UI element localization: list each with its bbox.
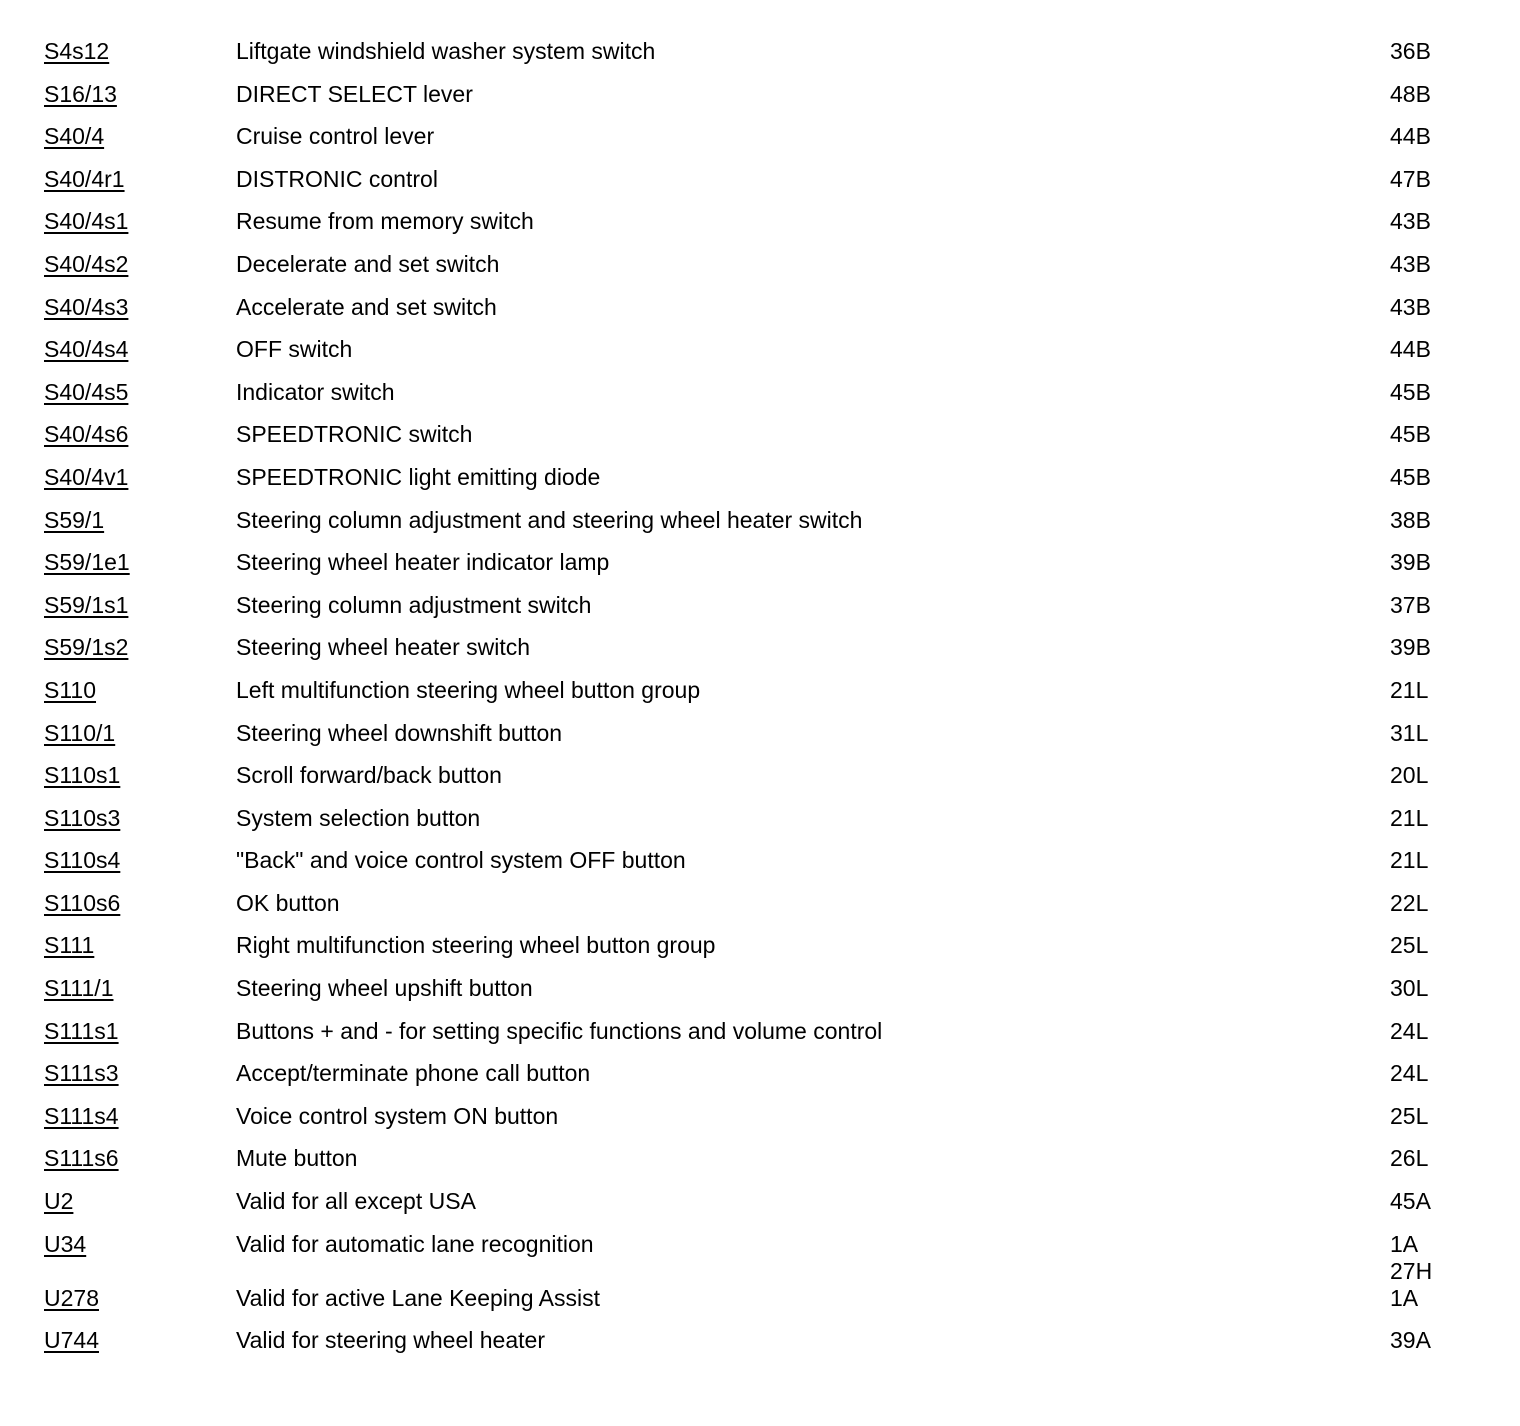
- legend-row: [0, 208, 1520, 251]
- component-code-link[interactable]: S110/1: [44, 719, 116, 746]
- component-code-cell: [0, 123, 236, 150]
- grid-reference: 48B: [1390, 80, 1431, 107]
- component-description: Valid for automatic lane recognition: [236, 1230, 594, 1257]
- component-description: "Back" and voice control system OFF button: [236, 847, 686, 874]
- legend-row: [0, 1145, 1520, 1188]
- component-code-link[interactable]: S40/4r1: [44, 165, 125, 192]
- legend-row: [0, 975, 1520, 1018]
- component-description: OFF switch: [236, 336, 353, 363]
- component-code-cell: [0, 81, 236, 108]
- grid-reference: 25L: [1390, 1102, 1429, 1129]
- legend-row: [0, 1327, 1520, 1370]
- component-code-link[interactable]: S59/1e1: [44, 549, 130, 576]
- component-code-cell: [0, 549, 236, 576]
- legend-row: [0, 81, 1520, 124]
- component-code-cell: [0, 1327, 236, 1354]
- legend-row: [0, 1285, 1520, 1328]
- component-code-cell: [0, 251, 236, 278]
- component-description: DIRECT SELECT lever: [236, 80, 473, 107]
- component-code-link[interactable]: S110s6: [44, 889, 121, 916]
- grid-reference: 24L: [1390, 1060, 1429, 1087]
- grid-reference: 30L: [1390, 975, 1429, 1002]
- grid-reference: 45A: [1390, 1188, 1431, 1215]
- grid-reference: 43B: [1390, 293, 1431, 320]
- component-code-cell: [0, 1145, 236, 1172]
- component-code-link[interactable]: U744: [44, 1327, 99, 1354]
- grid-reference: 21L: [1390, 847, 1429, 874]
- component-code-link[interactable]: S59/1s1: [44, 591, 129, 618]
- component-description: Mute button: [236, 1145, 358, 1172]
- grid-reference: 22L: [1390, 889, 1429, 916]
- component-description: Left multifunction steering wheel button group: [236, 676, 701, 703]
- component-code-link[interactable]: S40/4s2: [44, 250, 129, 277]
- component-code-cell: [0, 38, 236, 65]
- component-code-link[interactable]: U2: [44, 1188, 74, 1215]
- component-code-cell: [0, 464, 236, 491]
- component-code-cell: [0, 975, 236, 1002]
- legend-row: [0, 549, 1520, 592]
- component-code-link[interactable]: S40/4s1: [44, 208, 129, 235]
- component-code-link[interactable]: U34: [44, 1230, 87, 1257]
- component-description: Valid for all except USA: [236, 1188, 476, 1215]
- component-code-link[interactable]: U278: [44, 1284, 99, 1311]
- component-description: Valid for steering wheel heater: [236, 1327, 545, 1354]
- legend-row: [0, 1231, 1520, 1285]
- component-description: Steering wheel heater indicator lamp: [236, 549, 610, 576]
- component-code-cell: [0, 1231, 236, 1258]
- grid-reference: 45B: [1390, 421, 1431, 448]
- legend-row: [0, 464, 1520, 507]
- grid-reference: 1A 27H: [1390, 1230, 1433, 1284]
- legend-row: [0, 1018, 1520, 1061]
- component-code-link[interactable]: S110s3: [44, 804, 121, 831]
- legend-row: [0, 1060, 1520, 1103]
- component-code-link[interactable]: S111s1: [44, 1017, 119, 1044]
- component-description: Accelerate and set switch: [236, 293, 497, 320]
- grid-reference: 39B: [1390, 634, 1431, 661]
- legend-row: [0, 1103, 1520, 1146]
- component-description: Scroll forward/back button: [236, 762, 502, 789]
- component-code-cell: [0, 932, 236, 959]
- grid-reference: 20L: [1390, 762, 1429, 789]
- component-description: Right multifunction steering wheel button group: [236, 932, 716, 959]
- legend-row: [0, 123, 1520, 166]
- grid-reference: 39B: [1390, 549, 1431, 576]
- component-code-cell: [0, 762, 236, 789]
- legend-row: [0, 762, 1520, 805]
- component-description: Resume from memory switch: [236, 208, 534, 235]
- component-code-cell: [0, 847, 236, 874]
- component-code-cell: [0, 677, 236, 704]
- legend-row: [0, 1188, 1520, 1231]
- component-code-cell: [0, 1103, 236, 1130]
- grid-reference: 21L: [1390, 804, 1429, 831]
- component-code-link[interactable]: S40/4s3: [44, 293, 129, 320]
- legend-row: [0, 251, 1520, 294]
- component-code-link[interactable]: S110: [44, 676, 97, 703]
- component-code-cell: [0, 592, 236, 619]
- component-code-cell: [0, 421, 236, 448]
- legend-row: [0, 421, 1520, 464]
- grid-reference: 43B: [1390, 250, 1431, 277]
- component-code-cell: [0, 805, 236, 832]
- grid-reference: 36B: [1390, 38, 1431, 64]
- component-description: Steering wheel heater switch: [236, 634, 531, 661]
- legend-row: [0, 720, 1520, 763]
- component-code-cell: [0, 1060, 236, 1087]
- component-description: Accept/terminate phone call button: [236, 1060, 591, 1087]
- component-description: Valid for active Lane Keeping Assist: [236, 1284, 600, 1311]
- component-code-link[interactable]: S40/4s6: [44, 421, 129, 448]
- component-code-link[interactable]: S111: [44, 932, 95, 959]
- component-description: Decelerate and set switch: [236, 250, 500, 277]
- component-description: Buttons + and - for setting specific functions and volume control: [236, 1017, 883, 1044]
- legend-row: [0, 38, 1520, 81]
- component-description: Steering column adjustment switch: [236, 591, 592, 618]
- component-description: Liftgate windshield washer system switch: [236, 38, 656, 64]
- component-code-cell: [0, 208, 236, 235]
- grid-reference: 47B: [1390, 165, 1431, 192]
- legend-row: [0, 507, 1520, 550]
- component-code-link[interactable]: S59/1: [44, 506, 105, 533]
- legend-row: [0, 677, 1520, 720]
- grid-reference: 31L: [1390, 719, 1429, 746]
- legend-row: [0, 634, 1520, 677]
- component-code-link[interactable]: S110s4: [44, 847, 121, 874]
- grid-reference: 39A: [1390, 1327, 1431, 1354]
- component-code-link[interactable]: S16/13: [44, 80, 117, 107]
- grid-reference: 25L: [1390, 932, 1429, 959]
- component-legend-table: [0, 38, 1520, 1370]
- grid-reference: 26L: [1390, 1145, 1429, 1172]
- component-code-cell: [0, 294, 236, 321]
- component-description: SPEEDTRONIC switch: [236, 421, 473, 448]
- component-code-cell: [0, 890, 236, 917]
- component-code-link[interactable]: S40/4s4: [44, 336, 129, 363]
- component-description: Steering wheel downshift button: [236, 719, 563, 746]
- component-code-cell: [0, 720, 236, 747]
- component-code-link[interactable]: S110s1: [44, 762, 121, 789]
- grid-reference: 21L: [1390, 676, 1429, 703]
- component-description: System selection button: [236, 804, 481, 831]
- component-code-cell: [0, 507, 236, 534]
- legend-row: [0, 932, 1520, 975]
- component-code-cell: [0, 1018, 236, 1045]
- component-code-link[interactable]: S111s6: [44, 1145, 119, 1172]
- grid-reference: 45B: [1390, 463, 1431, 490]
- component-description: Steering wheel upshift button: [236, 975, 533, 1002]
- component-code-link[interactable]: S40/4v1: [44, 463, 129, 490]
- grid-reference: 38B: [1390, 506, 1431, 533]
- legend-row: [0, 294, 1520, 337]
- grid-reference: 44B: [1390, 123, 1431, 150]
- component-code-cell: [0, 336, 236, 363]
- legend-row: [0, 166, 1520, 209]
- grid-reference: 45B: [1390, 378, 1431, 405]
- component-description: Indicator switch: [236, 378, 395, 405]
- component-code-cell: [0, 1188, 236, 1215]
- grid-reference: 37B: [1390, 591, 1431, 618]
- component-description: SPEEDTRONIC light emitting diode: [236, 463, 601, 490]
- grid-reference: 43B: [1390, 208, 1431, 235]
- legend-row: [0, 336, 1520, 379]
- component-code-link[interactable]: S4s12: [44, 38, 110, 64]
- component-code-link[interactable]: S40/4s5: [44, 378, 129, 405]
- legend-row: [0, 890, 1520, 933]
- component-description: Voice control system ON button: [236, 1102, 559, 1129]
- legend-row: [0, 805, 1520, 848]
- grid-reference: 1A: [1390, 1284, 1419, 1311]
- grid-reference: 24L: [1390, 1017, 1429, 1044]
- component-code-cell: [0, 1285, 236, 1312]
- component-description: Cruise control lever: [236, 123, 435, 150]
- component-code-link[interactable]: S111s3: [44, 1060, 119, 1087]
- component-description: Steering column adjustment and steering wheel heater switch: [236, 506, 863, 533]
- component-description: OK button: [236, 889, 340, 916]
- component-code-cell: [0, 166, 236, 193]
- component-description: DISTRONIC control: [236, 165, 438, 192]
- legend-row: [0, 592, 1520, 635]
- component-code-link[interactable]: S111s4: [44, 1102, 119, 1129]
- component-code-cell: [0, 634, 236, 661]
- legend-row: [0, 379, 1520, 422]
- component-code-link[interactable]: S59/1s2: [44, 634, 129, 661]
- component-code-link[interactable]: S40/4: [44, 123, 105, 150]
- grid-reference: 44B: [1390, 336, 1431, 363]
- component-code-cell: [0, 379, 236, 406]
- legend-row: [0, 847, 1520, 890]
- component-code-link[interactable]: S111/1: [44, 975, 114, 1002]
